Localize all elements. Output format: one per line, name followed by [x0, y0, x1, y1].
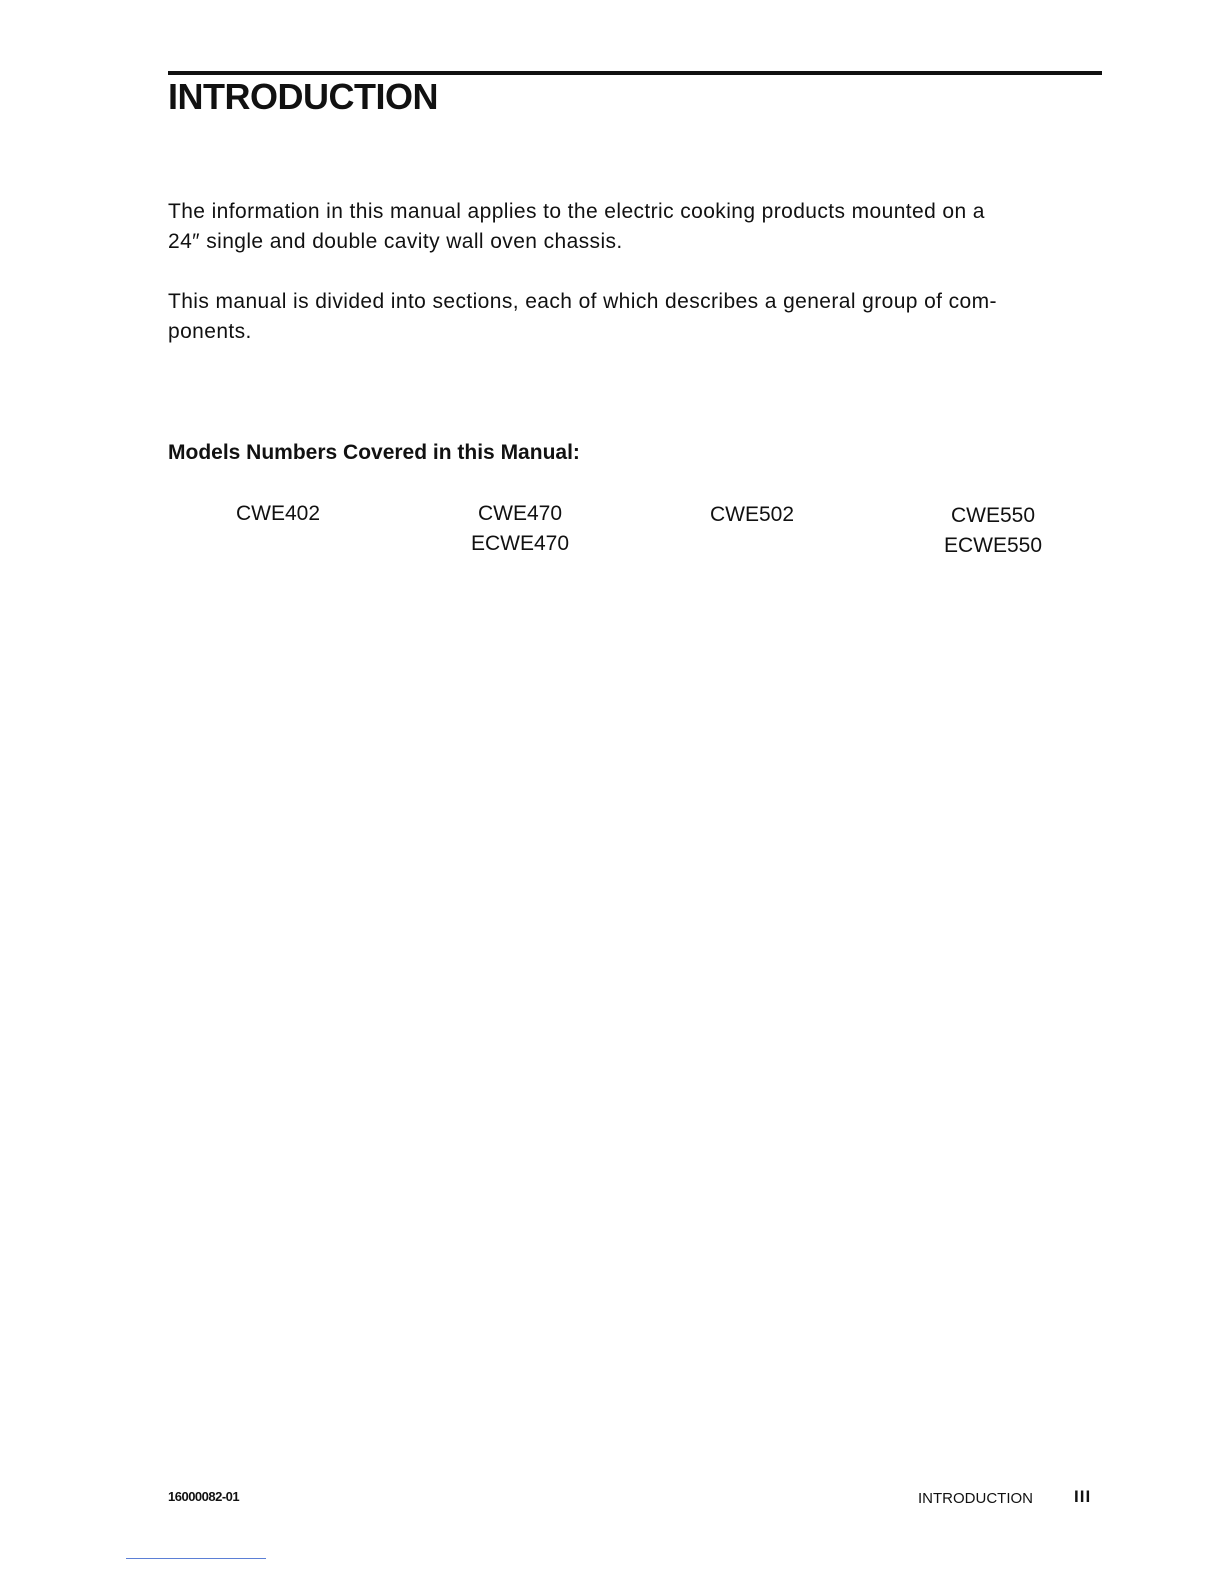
- footer-section-name: INTRODUCTION: [918, 1490, 1033, 1507]
- footer-page-number: III: [1074, 1487, 1092, 1506]
- model-number: ECWE550: [943, 534, 1043, 557]
- model-column-3: [662, 500, 842, 530]
- model-number: CWE470: [477, 502, 563, 525]
- model-number: ECWE470: [470, 532, 570, 555]
- intro-paragraph-2-line-2: ponents.: [168, 320, 252, 343]
- intro-paragraph-2: [168, 287, 1108, 347]
- intro-paragraph-2-line-1: This manual is divided into sections, each of which describes a general group of com-: [168, 290, 997, 313]
- model-number: CWE402: [235, 502, 321, 525]
- scan-artifact-line: [126, 1558, 266, 1559]
- intro-paragraph-1-line-1: The information in this manual applies to the electric cooking products mounted on a: [168, 200, 985, 223]
- model-column-4: [903, 501, 1083, 561]
- model-number: CWE550: [950, 504, 1036, 527]
- intro-paragraph-1-line-2: 24″ single and double cavity wall oven chassis.: [168, 230, 623, 253]
- intro-paragraph-1: [168, 197, 1108, 257]
- model-column-2: [430, 499, 610, 559]
- model-number: CWE502: [709, 503, 795, 526]
- model-column-1: [188, 499, 368, 529]
- models-heading: Models Numbers Covered in this Manual:: [168, 441, 580, 464]
- footer-doc-number: 16000082-01: [168, 1489, 240, 1504]
- page-title: INTRODUCTION: [168, 76, 438, 117]
- title-rule: [168, 71, 1102, 75]
